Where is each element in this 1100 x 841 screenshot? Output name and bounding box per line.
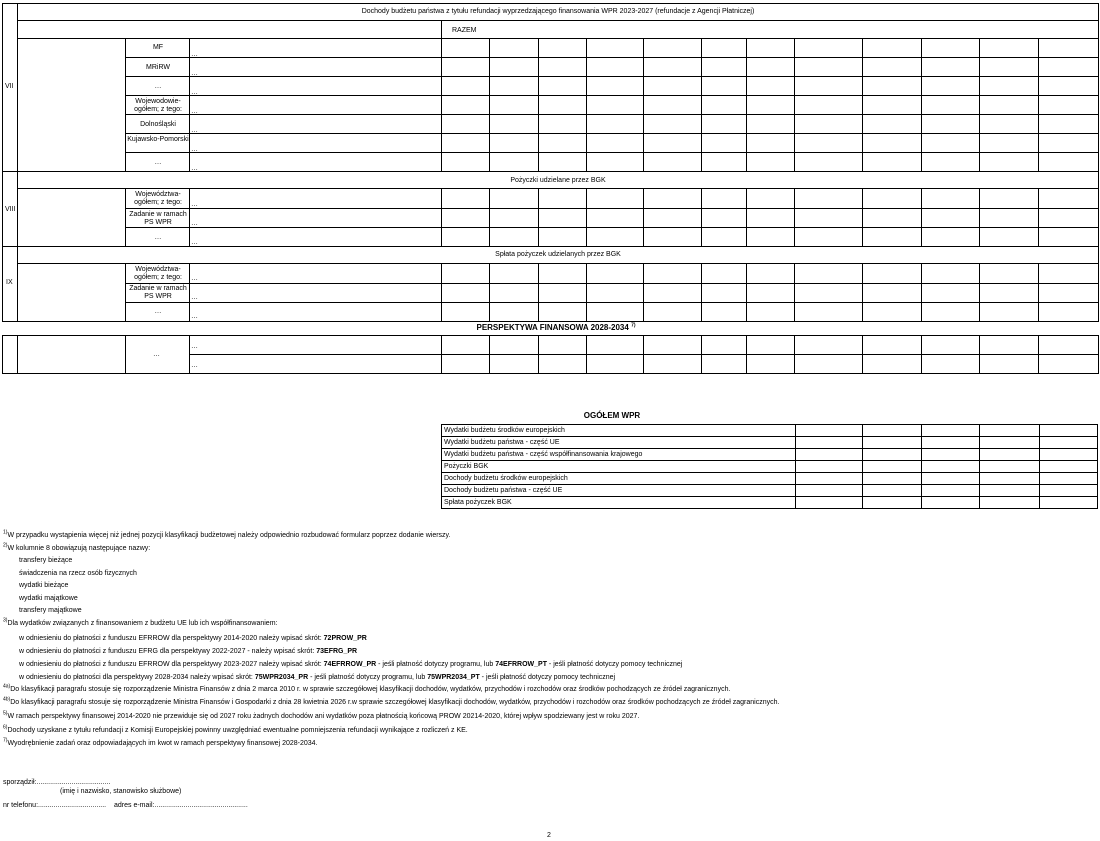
cell-placeholder: … (191, 51, 198, 58)
table-rule (17, 263, 1099, 264)
table-rule (643, 188, 644, 247)
table-rule (17, 335, 18, 374)
value-cell[interactable] (795, 497, 862, 509)
table-rule (125, 76, 1099, 77)
perspective-subrow: … (191, 343, 198, 350)
cell-placeholder: … (191, 294, 198, 301)
table-rule (1038, 38, 1039, 172)
value-cell[interactable] (1039, 485, 1097, 497)
table-rule (2, 246, 1099, 247)
table-rule (701, 263, 702, 322)
cell-placeholder: … (191, 127, 198, 134)
value-cell[interactable] (980, 473, 1039, 485)
table-rule (586, 263, 587, 322)
cell-placeholder: … (191, 313, 198, 320)
value-cell[interactable] (862, 473, 921, 485)
table-rule (1038, 188, 1039, 247)
perspective-row-label: … (153, 351, 160, 358)
perspective-subrow: … (191, 362, 198, 369)
prepared-by-field[interactable]: sporządził:...................................... (3, 779, 111, 786)
summary-table (441, 424, 1098, 509)
table-rule (862, 38, 863, 172)
row-label-wojewodztwa: Województwa-ogółem; z tego: (134, 191, 182, 206)
section-number-viii: VIII (5, 206, 16, 213)
value-cell[interactable] (980, 449, 1039, 461)
table-row (442, 437, 1098, 449)
table-rule (794, 263, 795, 322)
summary-row-label: Pożyczki BGK (442, 461, 796, 473)
cell-placeholder: … (191, 201, 198, 208)
value-cell[interactable] (1039, 473, 1097, 485)
table-row (442, 473, 1098, 485)
row-label-zadanie-ps-wpr: Zadanie w ramach PS WPR (129, 211, 187, 226)
table-row (442, 461, 1098, 473)
summary-row-label: Wydatki budżetu państwa - część UE (442, 437, 796, 449)
table-rule (794, 38, 795, 172)
table-row (442, 425, 1098, 437)
value-cell[interactable] (980, 485, 1039, 497)
table-rule (794, 188, 795, 247)
column-razem: RAZEM (452, 27, 477, 34)
table-rule (701, 38, 702, 172)
value-cell[interactable] (795, 437, 862, 449)
table-rule (489, 263, 490, 322)
table-rule (701, 188, 702, 247)
prepared-by-caption: (imię i nazwisko, stanowisko służbowe) (60, 788, 182, 795)
footnote-2-item: transfery bieżące (19, 557, 73, 564)
value-cell[interactable] (795, 425, 862, 437)
footnote-3: $^{3)}$Dla wydatków związanych z finansowaniem z budżetu UE lub ich współfinansowaniem: (3, 617, 278, 627)
row-label-ellipsis: … (154, 159, 162, 166)
section-ix-header: Spłata pożyczek udzielanych przez BGK (495, 251, 621, 258)
value-cell[interactable] (922, 449, 980, 461)
footnote-3-line: w odniesieniu do płatności z funduszu EFRROW dla perspektywy 2014-2020 należy wpisać skrót: 72PROW_PR (19, 635, 367, 642)
table-rule (862, 263, 863, 322)
value-cell[interactable] (922, 461, 980, 473)
row-label-wojewodztwa: Województwa-ogółem; z tego: (134, 266, 182, 281)
perspective-title: PERSPEKTYWA FINANSOWA 2028-2034 $^{7)}$ (476, 322, 636, 332)
table-rule (979, 38, 980, 172)
table-rule (2, 3, 3, 322)
value-cell[interactable] (922, 425, 980, 437)
table-row (442, 497, 1098, 509)
value-cell[interactable] (1039, 449, 1097, 461)
cell-placeholder: … (191, 220, 198, 227)
row-label-ellipsis: … (154, 83, 162, 90)
value-cell[interactable] (862, 449, 921, 461)
table-rule (2, 373, 1099, 374)
footnote-7: $^{7)}$Wyodrębnienie zadań oraz odpowiadających im kwot w ramach perspektywy finansowej 2028-2034. (3, 737, 318, 747)
section-number-vii: VII (5, 83, 14, 90)
page-number: 2 (547, 832, 551, 839)
table-rule (746, 335, 747, 374)
table-rule (489, 335, 490, 374)
email-field[interactable]: adres e-mail:................................................ (114, 802, 248, 809)
value-cell[interactable] (922, 437, 980, 449)
table-rule (17, 20, 1099, 21)
cell-placeholder: … (191, 275, 198, 282)
footnote-6: $^{6)}$Dochody uzyskane z tytułu refundacji z Komisji Europejskiej powinny uwzględniać ewentualne pomniejszenia refundacji wynikające z rozliczeń z KE. (3, 724, 468, 734)
table-rule (125, 208, 1099, 209)
value-cell[interactable] (980, 437, 1039, 449)
section-vii-header: Dochody budżetu państwa z tytułu refundacji wyprzedzającego finansowania WPR 2023-2027 (refundacje z Agencji Płatniczej) (361, 8, 755, 15)
value-cell[interactable] (980, 461, 1039, 473)
summary-row-label: Wydatki budżetu państwa - część współfinansowania krajowego (442, 449, 796, 461)
table-rule (746, 263, 747, 322)
footnote-1: $^{1)}$W przypadku wystąpienia więcej niż jednej pozycji klasyfikacji budżetowej należy odpowiednio rozbudować formularz poprzez dodanie wierszy. (3, 529, 451, 539)
footnote-5: $^{5)}$W ramach perspektywy finansowej 2014-2020 nie przewiduje się od 2027 roku żadnych dochodów ani wydatków poza płatnością końcową PROW 20214-2020, której wpływ spodziewany jest w roku 2027. (3, 710, 640, 720)
table-rule (921, 188, 922, 247)
table-rule (189, 354, 1099, 355)
table-rule (2, 321, 1099, 322)
table-rule (2, 3, 1099, 4)
table-rule (538, 38, 539, 172)
table-rule (794, 335, 795, 374)
cell-placeholder: … (191, 146, 198, 153)
table-rule (125, 152, 1099, 153)
table-rule (586, 38, 587, 172)
footnote-3-line: w odniesieniu do płatności dla perspektywy 2028-2034 należy wpisać skrót: 75WPR2034_PR - jeśli płatność dotyczy programu, lub 75WPR2034_PT - jeśli płatność dotyczy pomocy technicznej (19, 674, 616, 681)
row-label-mrirw: MRiRW (146, 64, 170, 71)
table-rule (538, 263, 539, 322)
table-rule (189, 335, 190, 374)
cell-placeholder: … (191, 239, 198, 246)
table-rule (538, 188, 539, 247)
table-rule (2, 335, 1099, 336)
row-label-ellipsis: … (154, 308, 162, 315)
table-rule (979, 263, 980, 322)
value-cell[interactable] (1039, 437, 1097, 449)
table-rule (746, 38, 747, 172)
cell-placeholder: … (191, 165, 198, 172)
table-rule (125, 302, 1099, 303)
section-viii-header: Pożyczki udzielane przez BGK (510, 177, 606, 184)
table-rule (125, 283, 1099, 284)
value-cell[interactable] (862, 425, 921, 437)
table-rule (125, 227, 1099, 228)
summary-row-label: Spłata pożyczek BGK (442, 497, 796, 509)
footnote-2-item: świadczenia na rzecz osób fizycznych (19, 570, 137, 577)
summary-row-label: Dochody budżetu państwa - część UE (442, 485, 796, 497)
footnote-2-item: wydatki majątkowe (19, 595, 78, 602)
table-rule (441, 188, 442, 247)
table-rule (17, 3, 18, 322)
table-rule (441, 20, 442, 172)
value-cell[interactable] (862, 485, 921, 497)
table-rule (2, 171, 1099, 172)
footnote-3-line: w odniesieniu do płatności z funduszu EFRROW dla perspektywy 2023-2027 należy wpisać skrót: 74EFRROW_PR - jeśli płatność dotyczy programu, lub 74EFRROW_PT - jeśli płatność dotyczy pomocy technicznej (19, 661, 683, 668)
footnote-4a: $^{4a)}$Do klasyfikacji paragrafu stosuje się rozporządzenie Ministra Finansów z dnia 2 marca 2010 r. w sprawie szczegółowej klasyfikacji dochodów, wydatków, przychodów i rozchodów oraz środków pochodzących ze źródeł zagranicznych. (3, 683, 731, 693)
table-rule (125, 114, 1099, 115)
value-cell[interactable] (862, 461, 921, 473)
table-rule (701, 335, 702, 374)
footnote-3-line: w odniesieniu do płatności z funduszu EFRG dla perspektywy 2022-2027 - należy wpisać skrót: 73EFRG_PR (19, 648, 358, 655)
footnote-4b: $^{4b)}$Do klasyfikacji paragrafu stosuje się rozporządzenie Ministra Finansów i Gospodarki z dnia 28 kwietnia 2026 r.w sprawie szczegółowej klasyfikacji dochodów, wydatków, przychodów i rozchodów oraz środków pochodzących ze źródeł zagranicznych. (3, 696, 780, 706)
table-rule (979, 335, 980, 374)
cell-placeholder: … (191, 70, 198, 77)
value-cell[interactable] (1039, 461, 1097, 473)
phone-field[interactable]: nr telefonu:................................... (3, 802, 107, 809)
footnote-2-item: transfery majątkowe (19, 607, 82, 614)
table-rule (643, 335, 644, 374)
table-rule (17, 38, 1099, 39)
summary-title: OGÓŁEM WPR (583, 411, 641, 420)
table-rule (441, 335, 442, 374)
value-cell[interactable] (1039, 425, 1097, 437)
table-rule (746, 188, 747, 247)
table-rule (979, 188, 980, 247)
value-cell[interactable] (980, 425, 1039, 437)
row-label-ellipsis: … (154, 234, 162, 241)
table-rule (125, 133, 1099, 134)
value-cell[interactable] (980, 497, 1039, 509)
table-rule (862, 335, 863, 374)
table-rule (441, 263, 442, 322)
table-rule (1038, 335, 1039, 374)
table-rule (538, 335, 539, 374)
table-rule (1098, 335, 1099, 374)
row-label-wojewodowie: Wojewodowie-ogółem; z tego: (134, 98, 182, 113)
table-rule (643, 38, 644, 172)
row-label-mf: MF (152, 44, 164, 51)
footnote-2-item: wydatki bieżące (19, 582, 69, 589)
row-label-kujawsko-pomorski: Kujawsko-Pomorski (127, 136, 189, 143)
value-cell[interactable] (795, 473, 862, 485)
value-cell[interactable] (795, 485, 862, 497)
table-rule (586, 335, 587, 374)
table-rule (125, 335, 126, 374)
table-rule (643, 263, 644, 322)
table-rule (125, 57, 1099, 58)
value-cell[interactable] (862, 497, 921, 509)
table-rule (862, 188, 863, 247)
table-rule (489, 188, 490, 247)
row-label-zadanie-ps-wpr: Zadanie w ramach PS WPR (129, 285, 187, 300)
value-cell[interactable] (795, 461, 862, 473)
table-rule (921, 335, 922, 374)
section-number-ix: IX (6, 279, 13, 286)
table-rule (921, 38, 922, 172)
value-cell[interactable] (922, 497, 980, 509)
value-cell[interactable] (1039, 497, 1097, 509)
cell-placeholder: … (191, 89, 198, 96)
value-cell[interactable] (922, 473, 980, 485)
table-rule (586, 188, 587, 247)
table-rule (17, 188, 1099, 189)
table-row (442, 485, 1098, 497)
value-cell[interactable] (795, 449, 862, 461)
table-rule (489, 38, 490, 172)
table-rule (125, 95, 1099, 96)
summary-row-label: Wydatki budżetu środków europejskich (442, 425, 796, 437)
row-label-dolnoslaski: Dolnośląski (140, 121, 176, 128)
table-rule (921, 263, 922, 322)
value-cell[interactable] (862, 437, 921, 449)
cell-placeholder: … (191, 108, 198, 115)
table-rule (1038, 263, 1039, 322)
table-rule (1098, 3, 1099, 322)
table-row (442, 449, 1098, 461)
table-rule (2, 335, 3, 374)
value-cell[interactable] (922, 485, 980, 497)
footnote-2: $^{2)}$W kolumnie 8 obowiązują następujące nazwy: (3, 542, 151, 552)
summary-row-label: Dochody budżetu środków europejskich (442, 473, 796, 485)
